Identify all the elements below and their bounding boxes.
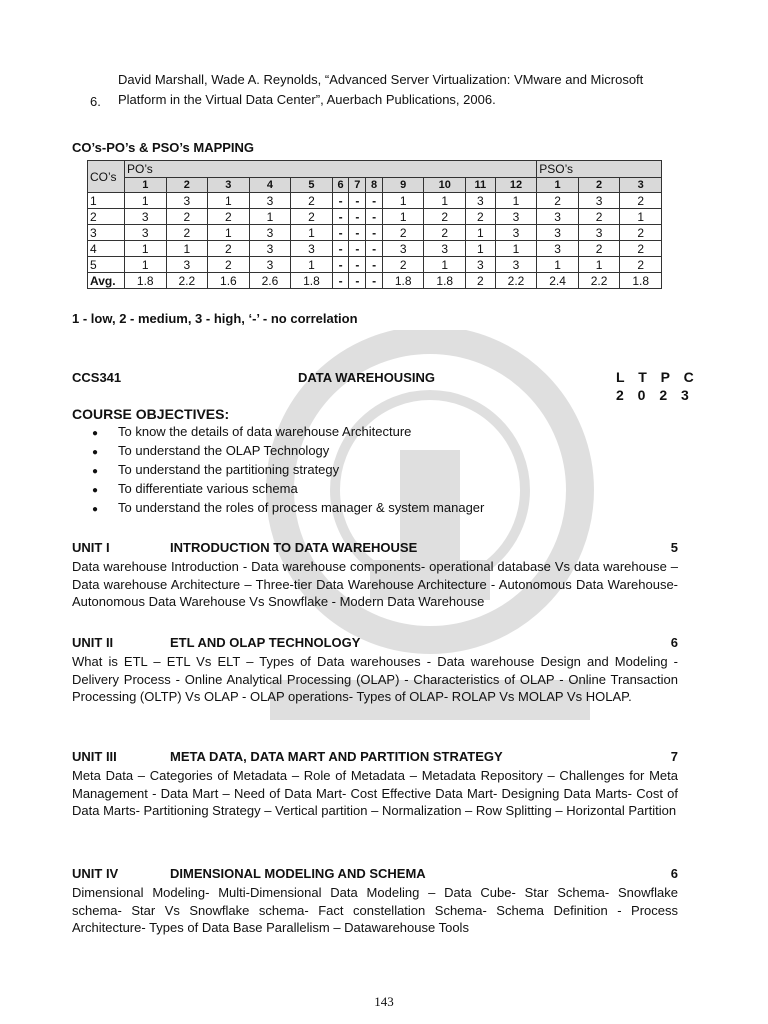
table-cell: 2 — [537, 193, 579, 209]
table-cell: 1 — [125, 241, 167, 257]
list-item: ● To understand the OLAP Technology — [92, 441, 484, 460]
unit-3-heading — [72, 749, 678, 764]
table-cell: 2.6 — [249, 273, 291, 289]
column-number: 10 — [424, 178, 466, 193]
unit-label: UNIT I — [72, 540, 110, 555]
column-number: 2 — [166, 178, 208, 193]
unit-hours: 6 — [670, 866, 678, 881]
co-label: 2 — [88, 209, 125, 225]
table-cell: 2 — [424, 225, 466, 241]
table-cell: 2 — [466, 209, 496, 225]
table-cell: 3 — [249, 225, 291, 241]
reference-number: 6. — [90, 94, 101, 109]
table-cell: 3 — [424, 241, 466, 257]
column-number: 5 — [291, 178, 333, 193]
table-cell: 1 — [466, 225, 496, 241]
table-cell: 3 — [537, 225, 579, 241]
table-cell: 1 — [291, 225, 333, 241]
unit-title: ETL AND OLAP TECHNOLOGY — [170, 635, 361, 650]
table-cell: - — [349, 241, 366, 257]
column-number: 3 — [620, 178, 662, 193]
table-cell: 2 — [382, 257, 424, 273]
table-cell: 3 — [125, 209, 167, 225]
table-row — [88, 209, 662, 225]
table-cell: 2 — [208, 257, 250, 273]
co-label: 1 — [88, 193, 125, 209]
table-cell: 2 — [382, 225, 424, 241]
table-cell: 3 — [495, 257, 537, 273]
unit-hours: 6 — [670, 635, 678, 650]
ltpc-values: 2 0 2 3 — [616, 387, 694, 403]
table-cell: 1.8 — [291, 273, 333, 289]
table-cell: 1 — [495, 193, 537, 209]
table-cell: 2.2 — [495, 273, 537, 289]
table-cell: - — [349, 257, 366, 273]
unit-label: UNIT II — [72, 635, 114, 650]
objectives-list — [92, 422, 484, 517]
table-cell: - — [349, 273, 366, 289]
co-label: 3 — [88, 225, 125, 241]
unit-label: UNIT III — [72, 749, 117, 764]
table-cell: 3 — [249, 193, 291, 209]
mapping-rows — [88, 193, 662, 289]
co-label: 4 — [88, 241, 125, 257]
table-cell: - — [349, 225, 366, 241]
objectives-heading: COURSE OBJECTIVES: — [72, 406, 230, 422]
table-cell: 2.2 — [166, 273, 208, 289]
table-row — [88, 193, 662, 209]
table-cell: - — [332, 209, 349, 225]
table-cell: 3 — [537, 209, 579, 225]
unit-title: DIMENSIONAL MODELING AND SCHEMA — [170, 866, 426, 881]
table-cell: 1.8 — [424, 273, 466, 289]
column-number: 3 — [208, 178, 250, 193]
table-row — [88, 273, 662, 289]
mapping-title: CO’s-PO’s & PSO’s MAPPING — [72, 140, 255, 155]
table-cell: 1.8 — [620, 273, 662, 289]
table-cell: - — [366, 209, 383, 225]
table-cell: 3 — [166, 257, 208, 273]
table-cell: - — [332, 225, 349, 241]
table-cell: 3 — [125, 225, 167, 241]
table-cell: 3 — [249, 257, 291, 273]
list-item: ● To differentiate various schema — [92, 479, 484, 498]
table-cell: - — [332, 241, 349, 257]
table-row — [88, 241, 662, 257]
bullet-icon: ● — [92, 447, 99, 458]
table-cell: 2 — [166, 209, 208, 225]
table-cell: 2 — [620, 225, 662, 241]
table-cell: 3 — [578, 193, 620, 209]
header-co: CO’s — [88, 161, 125, 193]
unit-label: UNIT IV — [72, 866, 119, 881]
table-cell: - — [366, 241, 383, 257]
table-cell: 3 — [495, 225, 537, 241]
unit-title: META DATA, DATA MART AND PARTITION STRATEGY — [170, 749, 503, 764]
table-cell: 2.4 — [537, 273, 579, 289]
table-subheader-row — [88, 178, 662, 193]
table-cell: 1 — [382, 193, 424, 209]
bullet-icon: ● — [92, 504, 99, 515]
header-po: PO’s — [125, 161, 537, 178]
list-item: ● To understand the partitioning strategy — [92, 460, 484, 479]
table-cell: - — [332, 257, 349, 273]
ltpc-letters: L T P C — [616, 369, 699, 385]
mapping-legend: 1 - low, 2 - medium, 3 - high, ‘-’ - no correlation — [72, 311, 358, 326]
table-cell: 1 — [125, 193, 167, 209]
unit-4-heading — [72, 866, 678, 881]
table-cell: - — [349, 209, 366, 225]
unit-title: INTRODUCTION TO DATA WAREHOUSE — [170, 540, 418, 555]
table-cell: 1.8 — [125, 273, 167, 289]
table-cell: 1 — [537, 257, 579, 273]
column-number: 1 — [125, 178, 167, 193]
table-cell: 2 — [424, 209, 466, 225]
table-cell: 1 — [208, 193, 250, 209]
table-cell: 2 — [208, 241, 250, 257]
table-cell: 2 — [291, 209, 333, 225]
table-cell: - — [349, 193, 366, 209]
table-cell: 1 — [382, 209, 424, 225]
table-cell: 1 — [466, 241, 496, 257]
table-cell: - — [366, 273, 383, 289]
column-number: 9 — [382, 178, 424, 193]
column-number: 11 — [466, 178, 496, 193]
table-cell: - — [332, 193, 349, 209]
table-cell: 2 — [620, 193, 662, 209]
column-number: 7 — [349, 178, 366, 193]
column-number: 4 — [249, 178, 291, 193]
table-cell: 3 — [466, 257, 496, 273]
co-label: Avg. — [88, 273, 125, 289]
unit-4-body: Dimensional Modeling- Multi-Dimensional Data Modeling – Data Cube- Star Schema- Snowflake schema- Star Vs Snowflake schema- Fact constellation Schema- Schema Definition - Process Architecture- Types of Data Base Parallelism – Datawarehouse Tools — [72, 885, 678, 935]
table-cell: 2 — [466, 273, 496, 289]
column-number: 6 — [332, 178, 349, 193]
table-cell: 1.6 — [208, 273, 250, 289]
bullet-icon: ● — [92, 428, 99, 439]
table-cell: 2 — [620, 241, 662, 257]
table-cell: 1 — [424, 193, 466, 209]
table-cell: - — [366, 225, 383, 241]
column-number: 2 — [578, 178, 620, 193]
co-label: 5 — [88, 257, 125, 273]
table-cell: 3 — [166, 193, 208, 209]
unit-hours: 5 — [670, 540, 678, 555]
table-cell: - — [332, 273, 349, 289]
bullet-icon: ● — [92, 466, 99, 477]
table-cell: 3 — [495, 209, 537, 225]
table-cell: 3 — [578, 225, 620, 241]
table-cell: 1 — [166, 241, 208, 257]
table-cell: 2 — [620, 257, 662, 273]
co-po-mapping-table — [87, 160, 662, 289]
table-cell: 2 — [578, 241, 620, 257]
table-cell: 1 — [125, 257, 167, 273]
table-cell: 3 — [249, 241, 291, 257]
table-cell: 1 — [578, 257, 620, 273]
page-number: 143 — [374, 994, 394, 1009]
unit-1-body: Data warehouse Introduction - Data warehouse components- operational database Vs data warehouse – Data warehouse Architecture – Three-tier Data Warehouse Architecture - Autonomous Data Warehouse- Autonomous Data Warehouse Vs Snowflake - Modern Data Warehouse — [72, 559, 678, 609]
table-cell: 1 — [291, 257, 333, 273]
course-title: DATA WAREHOUSING — [298, 370, 435, 385]
unit-2-heading — [72, 635, 678, 650]
unit-2-body: What is ETL – ETL Vs ELT – Types of Data warehouses - Data warehouse Design and Modeling - Delivery Process - Online Analytical Processing (OLAP) - Characteristics of OLAP - Online Transaction Processing (OLTP) Vs OLAP - OLAP operations- Types of OLAP- ROLAP Vs MOLAP Vs HOLAP. — [72, 654, 678, 704]
table-row — [88, 225, 662, 241]
ltpc-block — [616, 368, 699, 404]
column-number: 1 — [537, 178, 579, 193]
table-cell: 2 — [208, 209, 250, 225]
table-cell: 1 — [620, 209, 662, 225]
table-cell: 3 — [537, 241, 579, 257]
table-cell: 2 — [578, 209, 620, 225]
table-cell: 1 — [249, 209, 291, 225]
list-item: ● To understand the roles of process manager & system manager — [92, 498, 484, 517]
table-cell: 2.2 — [578, 273, 620, 289]
table-cell: 1 — [424, 257, 466, 273]
column-number: 12 — [495, 178, 537, 193]
reference-text: David Marshall, Wade A. Reynolds, “Advanced Server Virtualization: VMware and Microsoft Platform in the Virtual Data Center”, Auerbach Publications, 2006. — [118, 72, 644, 107]
table-cell: 2 — [291, 193, 333, 209]
table-cell: - — [366, 257, 383, 273]
reference-entry — [90, 70, 690, 110]
table-cell: 3 — [291, 241, 333, 257]
table-cell: 1 — [495, 241, 537, 257]
table-cell: 1.8 — [382, 273, 424, 289]
header-pso: PSO’s — [537, 161, 662, 178]
column-number: 8 — [366, 178, 383, 193]
course-code: CCS341 — [72, 370, 122, 385]
table-cell: 3 — [466, 193, 496, 209]
table-cell: 3 — [382, 241, 424, 257]
table-cell: 1 — [208, 225, 250, 241]
bullet-icon: ● — [92, 485, 99, 496]
table-row — [88, 257, 662, 273]
table-cell: - — [366, 193, 383, 209]
list-item: ● To know the details of data warehouse Architecture — [92, 422, 484, 441]
unit-1-heading — [72, 540, 678, 555]
table-header-row — [88, 161, 662, 178]
unit-hours: 7 — [670, 749, 678, 764]
unit-3-body: Meta Data – Categories of Metadata – Role of Metadata – Metadata Repository – Challenges for Meta Management - Data Mart – Need of Data Mart- Cost Effective Data Mart- Designing Data Marts- Cost of Data Marts- Partitioning Strategy – Vertical partition – Normalization – Row Splitting – Horizontal Partition — [72, 768, 678, 818]
table-cell: 2 — [166, 225, 208, 241]
